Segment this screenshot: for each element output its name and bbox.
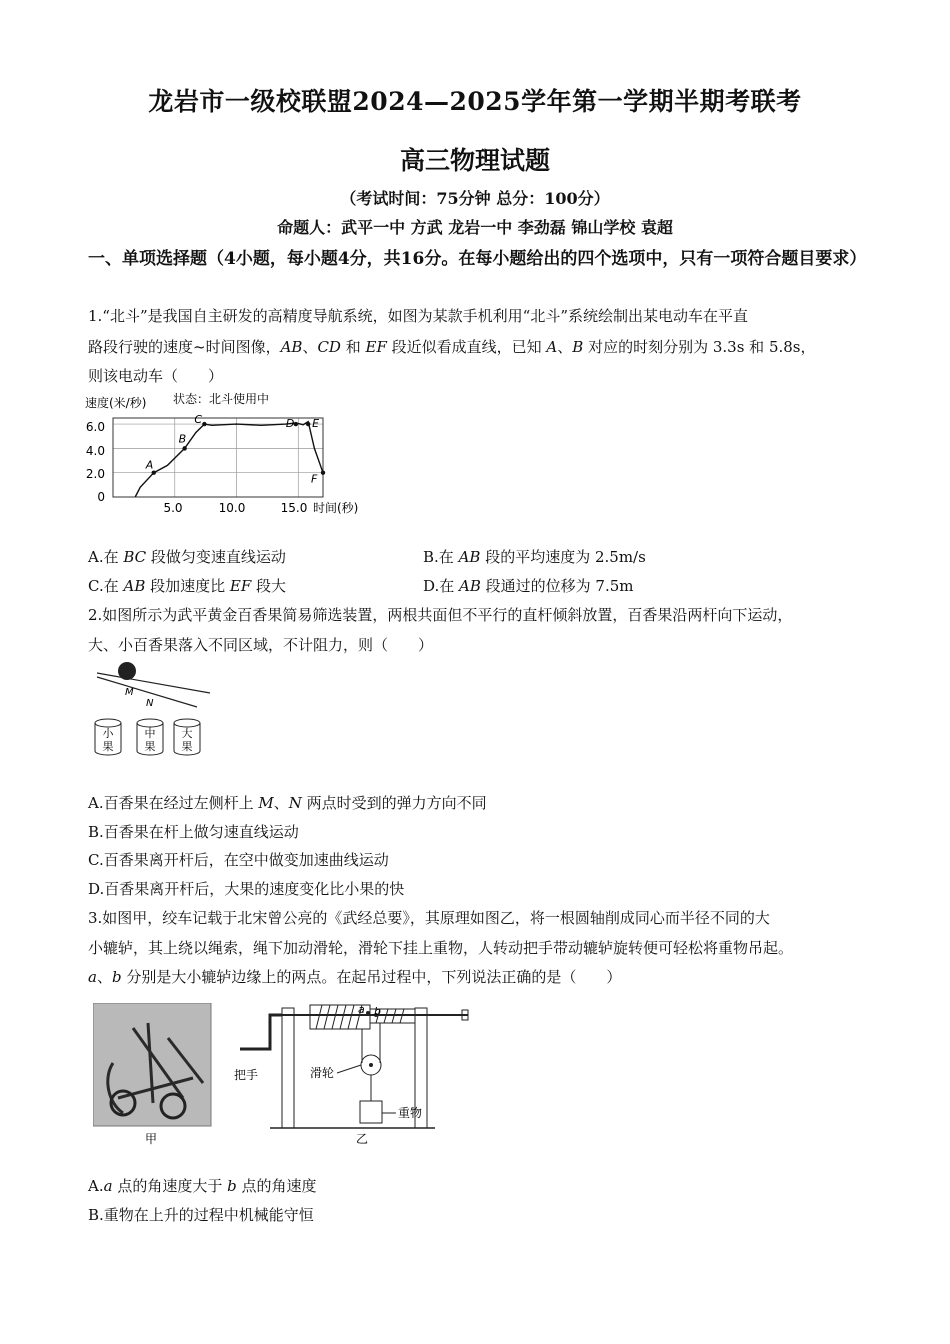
chart-point-b [182, 446, 186, 450]
chart-ylabel: 速度(米/秒) [85, 396, 147, 410]
q2-sorting-device-figure [85, 655, 220, 760]
chart-point-label-e: E [312, 417, 320, 431]
chart-point-label-d: D [285, 417, 295, 431]
ytick-0: 0 [97, 490, 105, 504]
q3-option-b[interactable]: B.重物在上升的过程中机械能守恒 [88, 1206, 314, 1224]
label-m: M [125, 687, 134, 698]
exam-authors: 命题人：武平一中 方武 龙岩一中 李劲磊 锦山学校 袁超 [277, 218, 673, 237]
chart-point-e [306, 422, 310, 426]
q3-figure-yi-winch-diagram [230, 1003, 475, 1148]
chart-point-label-f: F [311, 472, 318, 486]
xtick-5: 5.0 [163, 501, 183, 515]
bin-medium [137, 719, 163, 755]
exam-info: （考试时间：75分钟 总分：100分） [340, 189, 610, 208]
label-n: N [146, 698, 154, 709]
bin-small [95, 719, 121, 755]
crank-handle [240, 1015, 282, 1049]
pulley-axle [369, 1063, 373, 1067]
q1-option-b[interactable]: B.在 AB 段的平均速度为 2.5m/s [423, 548, 646, 566]
chart-point-label-a: A [145, 458, 154, 472]
exam-subtitle: 高三物理试题 [399, 146, 550, 175]
q1-velocity-time-chart [85, 390, 385, 520]
chart-point-label-b: B [178, 432, 187, 446]
exam-title: 龙岩市一级校联盟2024—2025学年第一学期半期考联考 [148, 87, 802, 116]
xtick-15: 15.0 [280, 501, 308, 515]
svg-text:果: 果 [102, 740, 114, 753]
q3-line1: 3.如图甲，绞车记载于北宋曾公亮的《武经总要》，其原理如图乙，将一根圆轴削成同心而半径不同的大 [88, 909, 770, 927]
upper-rod [97, 673, 210, 693]
chart-series-line [135, 422, 323, 497]
ytick-6: 6.0 [85, 420, 105, 434]
left-post [282, 1008, 294, 1128]
q2-line2: 大、小百香果落入不同区域，不计阻力，则（ ） [88, 636, 434, 654]
label-weight: 重物 [398, 1106, 423, 1120]
chart-point-label-c: C [194, 413, 203, 427]
svg-text:小: 小 [102, 727, 114, 740]
rope-coils-large [316, 1005, 362, 1029]
svg-text:果: 果 [181, 740, 193, 753]
label-yi: 乙 [355, 1132, 369, 1146]
chart-point-c [202, 422, 206, 426]
q3-line3: a、b 分别是大小辘轳边缘上的两点。在起吊过程中，下列说法正确的是（ ） [88, 968, 622, 986]
chart-status: 状态：北斗使用中 [173, 392, 270, 406]
q3-figure-jia-winch-photo [93, 1003, 213, 1148]
passion-fruit-ball [118, 662, 136, 680]
q1-option-a[interactable]: A.在 BC 段做匀变速直线运动 [88, 548, 286, 566]
q1-line2: 路段行驶的速度~时间图像，AB、CD 和 EF 段近似看成直线，已知 A、B 对应的时刻分别为 3.3s 和 5.8s， [88, 338, 816, 356]
q2-option-b[interactable]: B.百香果在杆上做匀速直线运动 [88, 823, 299, 841]
q2-option-c[interactable]: C.百香果离开杆后，在空中做变加速曲线运动 [88, 851, 389, 869]
chart-xlabel: 时间(秒) [313, 501, 359, 515]
q1-line1: 1.“北斗”是我国自主研发的高精度导航系统，如图为某款手机利用“北斗”系统绘制出某电动车在平直 [88, 307, 748, 325]
ytick-4: 4.0 [85, 444, 105, 458]
label-pulley: 滑轮 [310, 1066, 335, 1080]
weight-block [360, 1101, 382, 1123]
svg-text:中: 中 [144, 727, 156, 740]
q2-option-a[interactable]: A.百香果在经过左侧杆上 M、N 两点时受到的弹力方向不同 [88, 794, 487, 812]
q1-line3: 则该电动车（ ） [88, 367, 224, 385]
xtick-10: 10.0 [218, 501, 246, 515]
label-jia: 甲 [144, 1132, 158, 1146]
q1-option-c[interactable]: C.在 AB 段加速度比 EF 段大 [88, 577, 287, 595]
chart-point-f [321, 470, 325, 474]
label-a: a [358, 1003, 365, 1016]
bin-large [174, 719, 200, 755]
q3-line2: 小辘轳，其上绕以绳索，绳下加动滑轮，滑轮下挂上重物，人转动把手带动辘轳旋转便可轻松将重物吊起。 [88, 939, 794, 957]
pulley-leader [337, 1065, 361, 1073]
q3-option-a[interactable]: A.a 点的角速度大于 b 点的角速度 [88, 1177, 317, 1195]
svg-text:大: 大 [181, 727, 193, 740]
point-a [366, 1011, 370, 1015]
q2-line1: 2.如图所示为武平黄金百香果简易筛选装置，两根共面但不平行的直杆倾斜放置，百香果沿两杆向下运动， [88, 606, 793, 624]
section1-heading: 一、单项选择题（4小题，每小题4分，共16分。在每小题给出的四个选项中，只有一项符合题目要求） [88, 249, 867, 269]
label-b: b [374, 1005, 381, 1018]
ytick-2: 2.0 [85, 467, 105, 481]
label-handle: 把手 [234, 1068, 259, 1082]
q1-option-d[interactable]: D.在 AB 段通过的位移为 7.5m [423, 577, 634, 595]
q2-option-d[interactable]: D.百香果离开杆后，大果的速度变化比小果的快 [88, 880, 405, 898]
svg-text:果: 果 [144, 740, 156, 753]
